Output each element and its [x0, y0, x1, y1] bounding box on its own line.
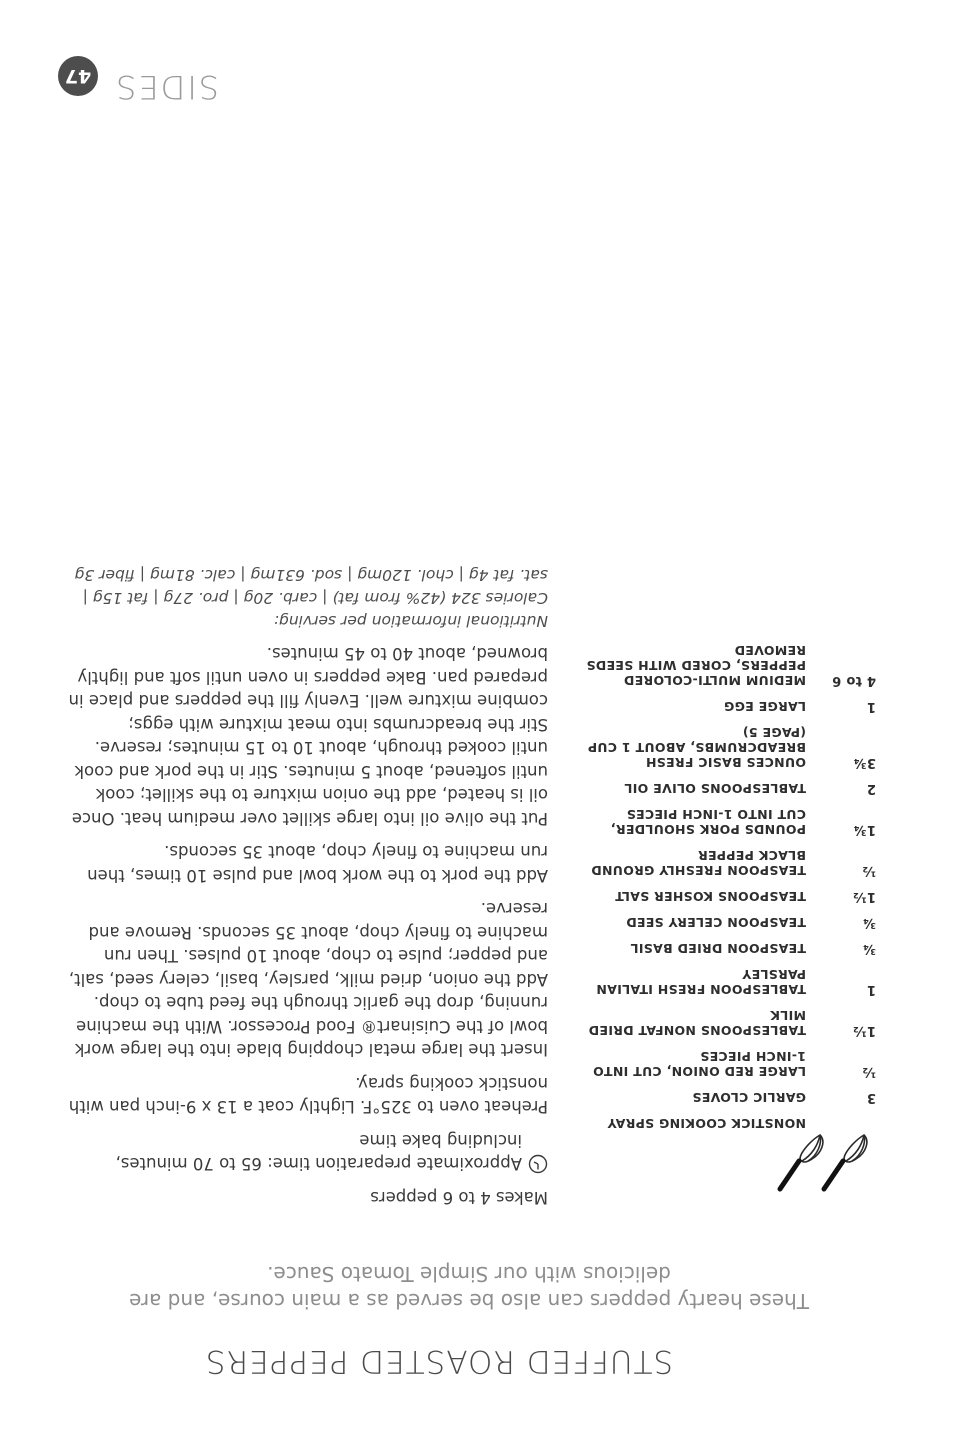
ingredient-row [576, 848, 876, 878]
ingredient-name: GARLIC CLOVES [692, 1090, 806, 1105]
ingredient-row [576, 915, 876, 930]
method-step: Preheat oven to 325°F. Lightly coat a 13 x 9-inch pan with nonstick cooking spray. [68, 1074, 548, 1117]
nutrition-line: sat. fat 4g | chol. 120mg | sod. 631mg | calc. 81mg | fiber 3g [74, 566, 548, 584]
section-label: SIDES [114, 68, 219, 106]
ingredient-name: TEASPOONS KOSHER SALT [614, 889, 806, 904]
ingredient-quantity: ¾ [862, 941, 876, 956]
ingredient-row [576, 889, 876, 904]
recipe-title: STUFFED ROASTED PEPPERS [204, 1343, 674, 1379]
ingredient-list [576, 632, 876, 1131]
ingredient-name: TABLESPOONS NONFAT DRIED MILK [588, 1008, 806, 1038]
ingredient-row [576, 1049, 876, 1079]
page-number-badge: 47 [58, 56, 98, 96]
method-step: Insert the large metal chopping blade into the large work bowl of the Cuisinart® Food Processor. With the machine running, drop the garlic through the feed tube to chop. Add the onion, dried milk, parsley, basil, celery seed, salt, and pepper; pulse to chop, about 10 pulses. Then run machine to finely chop, about 35 seconds. Remove and reserve. [68, 899, 548, 1060]
ingredient-name: LARGE EGG [723, 699, 806, 714]
ingredient-quantity: 3¾ [852, 755, 876, 770]
ingredient-quantity: ½ [862, 863, 876, 878]
recipe-intro: These hearty peppers can also be served as a main course, and are delicious with our Simple Tomato Sauce. [129, 1262, 809, 1313]
ingredient-name: OUNCES BASIC FRESH BREADCRUMBS, ABOUT 1 CUP (PAGE 5) [587, 725, 806, 770]
ingredient-quantity: 1½ [852, 889, 876, 904]
ingredient-row [576, 1090, 876, 1105]
ingredient-name: NONSTICK COOKING SPRAY [607, 1116, 806, 1131]
ingredient-name: POUNDS PORK SHOULDER, CUT INTO 1-INCH PIECES [610, 807, 806, 837]
ingredient-row [576, 781, 876, 796]
ingredient-name: LARGE RED ONION, CUT INTO 1-INCH PIECES [592, 1049, 806, 1079]
ingredient-row [576, 941, 876, 956]
ingredient-row [576, 807, 876, 837]
ingredient-name: TEASPOON CELERY SEED [626, 915, 806, 930]
method-step: Add the pork to the work bowl and pulse 10 times, then run machine to finely chop, about 35 seconds. [87, 842, 548, 885]
method-column [64, 563, 548, 1209]
ingredient-quantity: 3 [866, 1090, 876, 1105]
ingredient-quantity: 1 [866, 699, 876, 714]
ingredient-name: MEDIUM MULTI-COLORED PEPPERS, CORED WITH SEEDS REMOVED [586, 643, 806, 688]
ingredient-row [576, 1116, 876, 1131]
ingredient-quantity: 1¾ [852, 822, 876, 837]
ingredient-row [576, 967, 876, 997]
ingredient-name: TABLESPOONS OLIVE OIL [624, 781, 806, 796]
prep-time: Approximate preparation time: 65 to 70 minutes, including bake time [115, 1131, 522, 1174]
ingredient-quantity: 1 [866, 982, 876, 997]
ingredient-name: TABLESPOON FRESH ITALIAN PARSLEY [596, 967, 806, 997]
ingredient-quantity: 1½ [852, 1023, 876, 1038]
nutrition-line: Calories 324 (42% from fat) | carb. 20g | pro. 27g | fat 15g | [82, 589, 548, 607]
ingredient-quantity: ½ [862, 1064, 876, 1079]
ingredient-row [576, 725, 876, 770]
ingredient-quantity: 2 [866, 781, 876, 796]
ingredient-name: TEASPOON DRIED BASIL [630, 941, 806, 956]
nutrition-label: Nutritional information per serving: [273, 612, 548, 630]
clock-icon [528, 1155, 548, 1175]
ingredient-quantity [806, 1116, 876, 1131]
ingredient-row [576, 643, 876, 688]
ingredient-row [576, 699, 876, 714]
ingredient-name: TEASPOON FRESHLY GROUND BLACK PEPPER [591, 848, 806, 878]
whisk-icon [776, 1129, 876, 1207]
ingredient-row [576, 1008, 876, 1038]
prep-time-row [64, 1119, 548, 1176]
recipe-yield: Makes 4 to 6 peppers [370, 1188, 548, 1207]
ingredient-quantity: ¾ [862, 915, 876, 930]
ingredient-quantity: 4 to 6 [831, 673, 876, 688]
method-step: Put the olive oil into large skillet over medium heat. Once oil is heated, add the onion mixture to the skillet; cook until softened, about 5 minutes. Stir in the pork and cook until cooked through, about 10 to 15 minutes; reserve. Stir the breadcrumbs into meat mixture with eggs; combine mixture well. Evenly fill the peppers and place in prepared pan. Bake peppers in oven until soft and lightly browned, about 40 to 45 minutes. [68, 644, 548, 828]
